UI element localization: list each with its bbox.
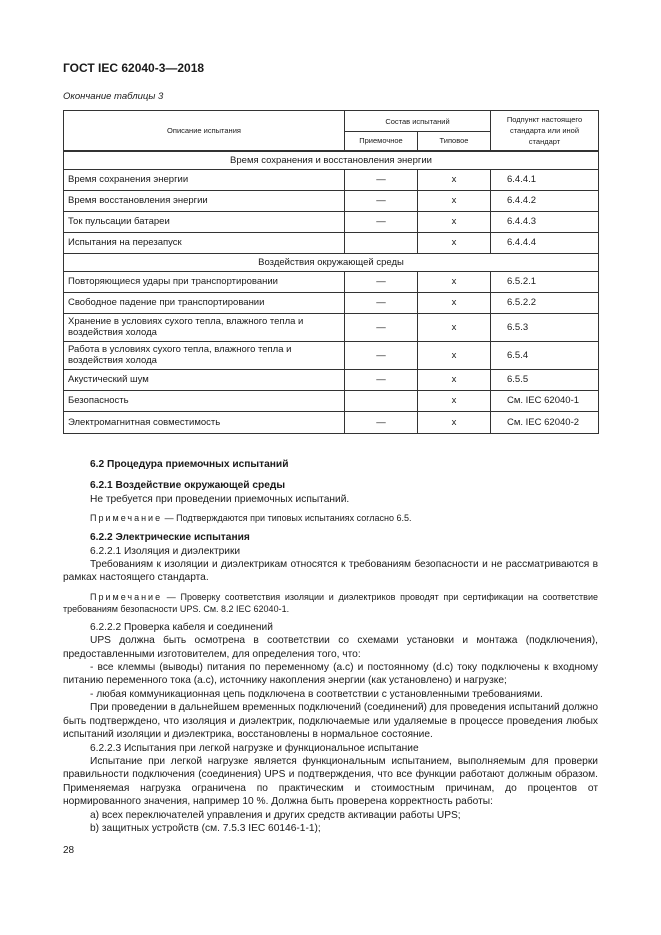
note-label: Примечание xyxy=(90,513,163,524)
col-header-subclause: Подпункт настоящего стандарта или иной стандарт xyxy=(491,111,599,151)
cell-subclause: 6.4.4.3 xyxy=(491,211,599,232)
table-row xyxy=(64,369,599,390)
body-text xyxy=(63,458,598,835)
cell-subclause: 6.5.3 xyxy=(491,313,599,341)
cell-description: Безопасность xyxy=(64,390,345,411)
cell-type: x xyxy=(418,211,491,232)
cell-subclause: 6.4.4.2 xyxy=(491,190,599,211)
note-text: — Подтверждаются при типовых испытаниях согласно 6.5. xyxy=(162,513,412,524)
cell-type: x xyxy=(418,190,491,211)
cell-acceptance: — xyxy=(345,369,418,390)
heading-6-2-2-2: 6.2.2.2 Проверка кабеля и соединений xyxy=(90,621,273,633)
cell-type: x xyxy=(418,232,491,253)
document-header: ГОСТ IEC 62040-3—2018 xyxy=(63,61,205,75)
cell-subclause: 6.5.5 xyxy=(491,369,599,390)
cell-type: x xyxy=(418,411,491,433)
table-row xyxy=(64,190,599,211)
list-item-a: a) всех переключателей управления и других средств активации работы UPS; xyxy=(90,809,461,821)
cell-acceptance xyxy=(345,390,418,411)
table-row xyxy=(64,169,599,190)
cell-type: x xyxy=(418,341,491,369)
cell-acceptance: — xyxy=(345,271,418,292)
table-row xyxy=(64,411,599,433)
cell-type: x xyxy=(418,313,491,341)
paragraph: Испытание при легкой нагрузке является функциональным испытанием, выполняемым для проверки правильности подключения (соединения) UPS и подтверждения, что все функции работают должным образом. Применяемая нагрузка ограничена по практическим и стоимостным причинам, до процентов от нормированного значения, например 10 %. Должна быть проверена корректность работы: xyxy=(63,755,598,808)
cell-acceptance xyxy=(345,232,418,253)
tests-table xyxy=(63,110,599,434)
table-row xyxy=(64,232,599,253)
cell-type: x xyxy=(418,169,491,190)
cell-subclause: 6.5.2.2 xyxy=(491,292,599,313)
table-row xyxy=(64,292,599,313)
cell-subclause: См. IEC 62040-1 xyxy=(491,390,599,411)
table-row xyxy=(64,313,599,341)
note-text: — Проверку соответствия изоляции и диэлектриков проводят при сертификации на соответствие требованиям безопасности UPS. См. 8.2 IEC 62040-1. xyxy=(63,591,598,614)
cell-acceptance: — xyxy=(345,292,418,313)
paragraph: UPS должна быть осмотрена в соответствии со схемами установки и монтажа (подключения), предоставленными изготовителем, для определения того, что: xyxy=(63,635,598,660)
paragraph: Не требуется при проведении приемочных испытаний. xyxy=(90,493,350,505)
cell-acceptance: — xyxy=(345,169,418,190)
cell-description: Испытания на перезапуск xyxy=(64,232,345,253)
cell-description: Время восстановления энергии xyxy=(64,190,345,211)
cell-acceptance: — xyxy=(345,411,418,433)
cell-acceptance: — xyxy=(345,313,418,341)
cell-description: Повторяющиеся удары при транспортировании xyxy=(64,271,345,292)
col-header-type: Типовое xyxy=(418,132,491,151)
cell-subclause: 6.4.4.1 xyxy=(491,169,599,190)
heading-6-2-1: 6.2.1 Воздействие окружающей среды xyxy=(90,480,286,492)
cell-acceptance: — xyxy=(345,341,418,369)
paragraph: При проведении в дальнейшем временных подключений (соединений) для проведения испытаний должно быть подтверждено, что изоляция и диэлектрик, подключаемые или удаляемые в процессе проведения любых испытаний изоляции и диэлектрика, восстановлены в нормальное состояние. xyxy=(63,702,598,741)
cell-type: x xyxy=(418,369,491,390)
col-header-acceptance: Приемочное xyxy=(345,132,418,151)
cell-description: Время сохранения энергии xyxy=(64,169,345,190)
heading-6-2-2-3: 6.2.2.3 Испытания при легкой нагрузке и функциональное испытание xyxy=(90,742,419,754)
heading-6-2-2: 6.2.2 Электрические испытания xyxy=(90,532,250,544)
table-caption: Окончание таблицы 3 xyxy=(63,91,164,102)
section-row: Воздействия окружающей среды xyxy=(64,253,599,271)
table-row xyxy=(64,341,599,369)
cell-description: Электромагнитная совместимость xyxy=(64,411,345,433)
note xyxy=(63,591,598,615)
table-row xyxy=(64,211,599,232)
note xyxy=(63,512,598,524)
list-item-b: b) защитных устройств (см. 7.5.3 IEC 60146-1-1); xyxy=(90,822,321,834)
bullet-item: - любая коммуникационная цепь подключена в соответствии с установленными требованиями. xyxy=(90,688,543,700)
cell-acceptance: — xyxy=(345,211,418,232)
heading-6-2: 6.2 Процедура приемочных испытаний xyxy=(90,459,289,470)
heading-6-2-2-1: 6.2.2.1 Изоляция и диэлектрики xyxy=(90,545,241,557)
note-label: Примечание xyxy=(90,591,163,602)
section-row: Время сохранения и восстановления энергии xyxy=(64,151,599,170)
cell-type: x xyxy=(418,271,491,292)
cell-subclause: 6.4.4.4 xyxy=(491,232,599,253)
cell-type: x xyxy=(418,390,491,411)
cell-description: Ток пульсации батареи xyxy=(64,211,345,232)
cell-subclause: 6.5.4 xyxy=(491,341,599,369)
cell-subclause: 6.5.2.1 xyxy=(491,271,599,292)
col-header-group: Состав испытаний xyxy=(345,111,491,132)
cell-subclause: См. IEC 62040-2 xyxy=(491,411,599,433)
bullet-item: - все клеммы (выводы) питания по переменному (a.c) и постоянному (d.c) току подключены к входному питанию переменного тока (a.c), источнику накопления энергии (как установлено) и нагрузке; xyxy=(63,662,598,687)
paragraph: Требованиям к изоляции и диэлектрикам относятся к требованиям безопасности и не рассматриваются в рамках настоящего стандарта. xyxy=(63,559,598,584)
cell-description: Акустический шум xyxy=(64,369,345,390)
cell-description: Свободное падение при транспортировании xyxy=(64,292,345,313)
cell-type: x xyxy=(418,292,491,313)
cell-description: Хранение в условиях сухого тепла, влажного тепла и воздействия холода xyxy=(64,313,345,341)
page-number: 28 xyxy=(63,845,75,856)
col-header-description: Описание испытания xyxy=(64,111,345,151)
table-row xyxy=(64,390,599,411)
cell-description: Работа в условиях сухого тепла, влажного тепла и воздействия холода xyxy=(64,341,345,369)
cell-acceptance: — xyxy=(345,190,418,211)
table-row xyxy=(64,271,599,292)
